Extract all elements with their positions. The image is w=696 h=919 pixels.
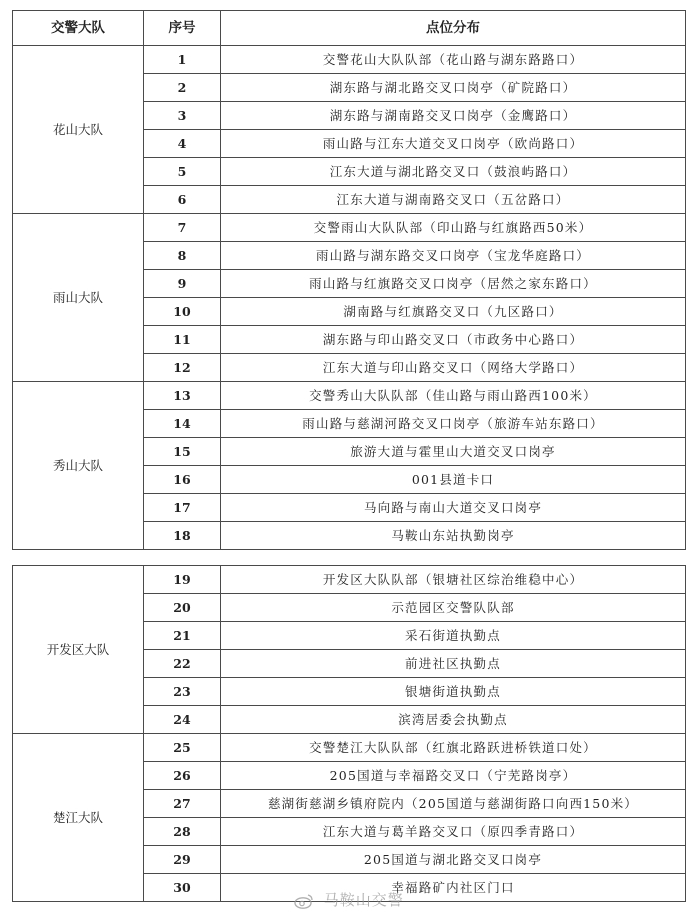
location-cell: 银塘街道执勤点 (221, 678, 686, 706)
table-row (13, 566, 686, 594)
table-row (13, 46, 686, 74)
location-cell: 湖东路与印山路交叉口（市政务中心路口） (221, 326, 686, 354)
serial-number-cell: 16 (144, 466, 221, 494)
location-cell: 205国道与幸福路交叉口（宁芜路岗亭） (221, 762, 686, 790)
table-row (13, 734, 686, 762)
serial-number-cell: 21 (144, 622, 221, 650)
location-cell: 示范园区交警队队部 (221, 594, 686, 622)
serial-number-cell: 19 (144, 566, 221, 594)
serial-number-cell: 29 (144, 846, 221, 874)
location-cell: 205国道与湖北路交叉口岗亭 (221, 846, 686, 874)
serial-number-cell: 24 (144, 706, 221, 734)
serial-number-cell: 12 (144, 354, 221, 382)
location-cell: 慈湖街慈湖乡镇府院内（205国道与慈湖街路口向西150米） (221, 790, 686, 818)
location-cell: 前进社区执勤点 (221, 650, 686, 678)
serial-number-cell: 15 (144, 438, 221, 466)
location-cell: 交警楚江大队队部（红旗北路跃进桥铁道口处） (221, 734, 686, 762)
location-cell: 旅游大道与霍里山大道交叉口岗亭 (221, 438, 686, 466)
team-name-cell: 雨山大队 (13, 214, 144, 382)
points-table-part2 (12, 565, 686, 902)
header-team: 交警大队 (13, 11, 144, 46)
table-header-row (13, 11, 686, 46)
serial-number-cell: 26 (144, 762, 221, 790)
serial-number-cell: 2 (144, 74, 221, 102)
serial-number-cell: 25 (144, 734, 221, 762)
table-body-part2 (13, 566, 686, 902)
location-cell: 滨湾居委会执勤点 (221, 706, 686, 734)
serial-number-cell: 10 (144, 298, 221, 326)
serial-number-cell: 11 (144, 326, 221, 354)
location-cell: 湖南路与红旗路交叉口（九区路口） (221, 298, 686, 326)
serial-number-cell: 4 (144, 130, 221, 158)
serial-number-cell: 5 (144, 158, 221, 186)
serial-number-cell: 9 (144, 270, 221, 298)
location-cell: 幸福路矿内社区门口 (221, 874, 686, 902)
watermark-text: 马鞍山交警 (323, 891, 404, 909)
points-table-part1 (12, 10, 686, 550)
location-cell: 采石街道执勤点 (221, 622, 686, 650)
table-row (13, 382, 686, 410)
header-no: 序号 (144, 11, 221, 46)
location-cell: 马向路与南山大道交叉口岗亭 (221, 494, 686, 522)
serial-number-cell: 28 (144, 818, 221, 846)
team-name-cell: 秀山大队 (13, 382, 144, 550)
serial-number-cell: 6 (144, 186, 221, 214)
location-cell: 雨山路与湖东路交叉口岗亭（宝龙华庭路口） (221, 242, 686, 270)
location-cell: 江东大道与湖南路交叉口（五岔路口） (221, 186, 686, 214)
serial-number-cell: 17 (144, 494, 221, 522)
location-cell: 交警秀山大队队部（佳山路与雨山路西100米） (221, 382, 686, 410)
location-cell: 湖东路与湖南路交叉口岗亭（金鹰路口） (221, 102, 686, 130)
weibo-icon (294, 893, 314, 909)
location-cell: 交警雨山大队队部（印山路与红旗路西50米） (221, 214, 686, 242)
serial-number-cell: 1 (144, 46, 221, 74)
team-name-cell: 开发区大队 (13, 566, 144, 734)
serial-number-cell: 8 (144, 242, 221, 270)
location-cell: 湖东路与湖北路交叉口岗亭（矿院路口） (221, 74, 686, 102)
serial-number-cell: 3 (144, 102, 221, 130)
team-name-cell: 花山大队 (13, 46, 144, 214)
location-cell: 江东大道与印山路交叉口（网络大学路口） (221, 354, 686, 382)
team-name-cell: 楚江大队 (13, 734, 144, 902)
location-cell: 江东大道与湖北路交叉口（鼓浪屿路口） (221, 158, 686, 186)
serial-number-cell: 27 (144, 790, 221, 818)
serial-number-cell: 22 (144, 650, 221, 678)
location-cell: 001县道卡口 (221, 466, 686, 494)
weibo-watermark (294, 889, 404, 910)
serial-number-cell: 23 (144, 678, 221, 706)
table-body-part1 (13, 46, 686, 550)
location-cell: 开发区大队队部（银塘社区综治维稳中心） (221, 566, 686, 594)
location-cell: 雨山路与江东大道交叉口岗亭（欧尚路口） (221, 130, 686, 158)
serial-number-cell: 7 (144, 214, 221, 242)
serial-number-cell: 14 (144, 410, 221, 438)
serial-number-cell: 13 (144, 382, 221, 410)
location-cell: 雨山路与红旗路交叉口岗亭（居然之家东路口） (221, 270, 686, 298)
serial-number-cell: 30 (144, 874, 221, 902)
header-location: 点位分布 (221, 11, 686, 46)
serial-number-cell: 18 (144, 522, 221, 550)
location-cell: 雨山路与慈湖河路交叉口岗亭（旅游车站东路口） (221, 410, 686, 438)
location-cell: 马鞍山东站执勤岗亭 (221, 522, 686, 550)
location-cell: 交警花山大队队部（花山路与湖东路路口） (221, 46, 686, 74)
table-row (13, 214, 686, 242)
location-cell: 江东大道与葛羊路交叉口（原四季青路口） (221, 818, 686, 846)
serial-number-cell: 20 (144, 594, 221, 622)
